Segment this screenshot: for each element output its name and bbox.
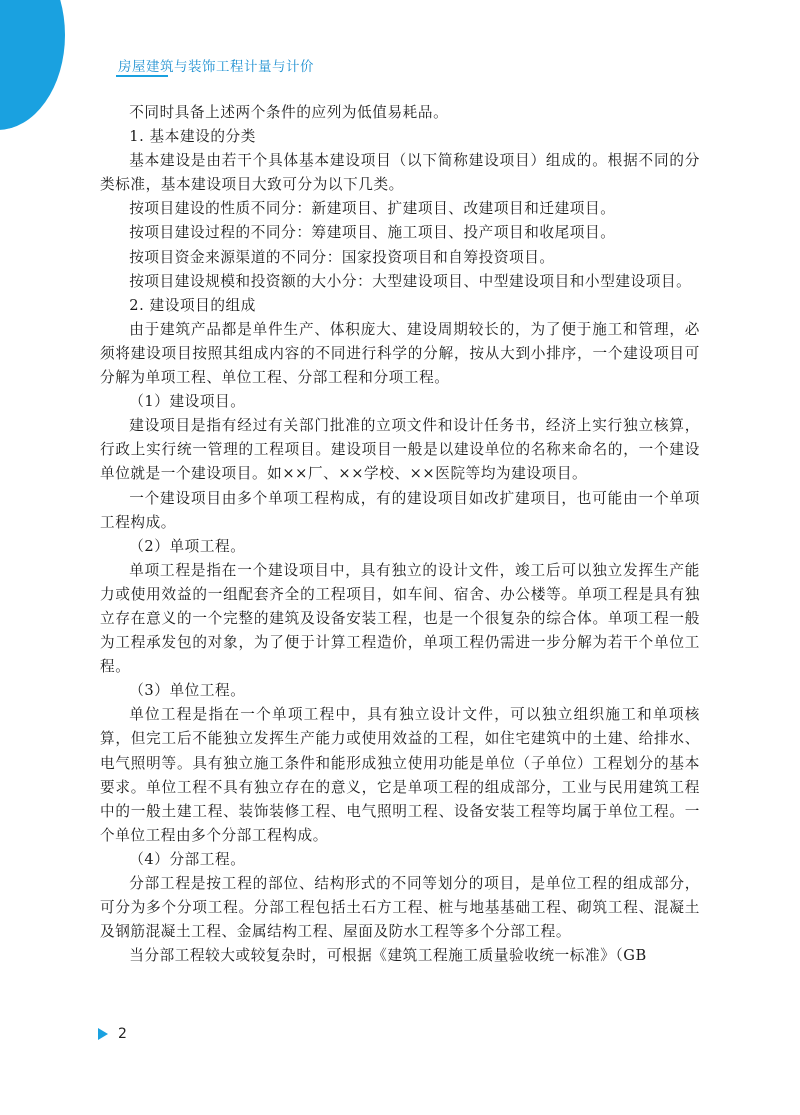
paragraph: 由于建筑产品都是单件生产、体积庞大、建设周期较长的，为了便于施工和管理，必须将建设项目按照其组成内容的不同进行科学的分解，按从大到小排序，一个建设项目可分解为单项工程、单位工程、分部工程和分项工程。 [100, 320, 700, 387]
subsection-heading: （1）建设项目。 [129, 393, 246, 411]
page-footer [98, 1026, 127, 1042]
paragraph: 建设项目是指有经过有关部门批准的立项文件和设计任务书，经济上实行独立核算，行政上实行统一管理的工程项目。建设项目一般是以建设单位的名称来命名的，一个建设单位就是一个建设项目。如××厂、××学校、××医院等均为建设项目。 [100, 417, 700, 483]
paragraph: 当分部工程较大或较复杂时，可根据《建筑工程施工质量验收统一标准》（GB [129, 947, 647, 965]
paragraph: 按项目资金来源渠道的不同分：国家投资项目和自筹投资项目。 [129, 248, 555, 266]
paragraph: 基本建设是由若干个具体基本建设项目（以下简称建设项目）组成的。根据不同的分类标准，基本建设项目大致可分为以下几类。 [100, 152, 700, 194]
running-head-title: 房屋建筑与装饰工程计量与计价 [118, 59, 314, 75]
paragraph: 单项工程是指在一个建设项目中，具有独立的设计文件，竣工后可以独立发挥生产能力或使用效益的一组配套齐全的工程项目，如车间、宿舍、办公楼等。单项工程是具有独立存在意义的一个完整的建筑及设备安装工程，也是一个很复杂的综合体。单项工程一般为工程承发包的对象，为了便于计算工程造价，单项工程仍需进一步分解为若干个单位工程。 [100, 561, 700, 676]
paragraph: 按项目建设过程的不同分：筹建项目、施工项目、投产项目和收尾项目。 [129, 224, 616, 242]
subsection-heading: （2）单项工程。 [129, 537, 246, 555]
paragraph: 按项目建设的性质不同分：新建项目、扩建项目、改建项目和迁建项目。 [129, 200, 616, 218]
corner-decoration [0, 0, 65, 130]
subsection-heading: （4）分部工程。 [129, 850, 246, 868]
play-arrow-icon [98, 1028, 108, 1040]
page-number: 2 [118, 1026, 127, 1042]
paragraph: 按项目建设规模和投资额的大小分：大型建设项目、中型建设项目和小型建设项目。 [129, 272, 692, 290]
page-body [100, 101, 700, 968]
paragraph: 分部工程是按工程的部位、结构形式的不同等划分的项目，是单位工程的组成部分，可分为多个分项工程。分部工程包括土石方工程、桩与地基基础工程、砌筑工程、混凝土及钢筋混凝土工程、金属结构工程、屋面及防水工程等多个分部工程。 [100, 875, 700, 941]
paragraph: 一个建设项目由多个单项工程构成，有的建设项目如改扩建项目，也可能由一个单项工程构成。 [100, 489, 700, 531]
paragraph: 单位工程是指在一个单项工程中，具有独立设计文件，可以独立组织施工和单项核算，但完工后不能独立发挥生产能力或使用效益的工程，如住宅建筑中的土建、给排水、电气照明等。具有独立施工条件和能形成独立使用功能是单位（子单位）工程划分的基本要求。单位工程不具有独立存在的意义，它是单项工程的组成部分，工业与民用建筑工程中的一般土建工程、装饰装修工程、电气照明工程、设备安装工程等均属于单位工程。一个单位工程由多个分部工程构成。 [100, 706, 700, 844]
paragraph: 不同时具备上述两个条件的应列为低值易耗品。 [129, 104, 449, 121]
section-heading: 2. 建设项目的组成 [129, 296, 256, 314]
section-heading: 1. 基本建设的分类 [129, 128, 256, 146]
subsection-heading: （3）单位工程。 [129, 682, 246, 700]
header-rule [116, 75, 168, 77]
